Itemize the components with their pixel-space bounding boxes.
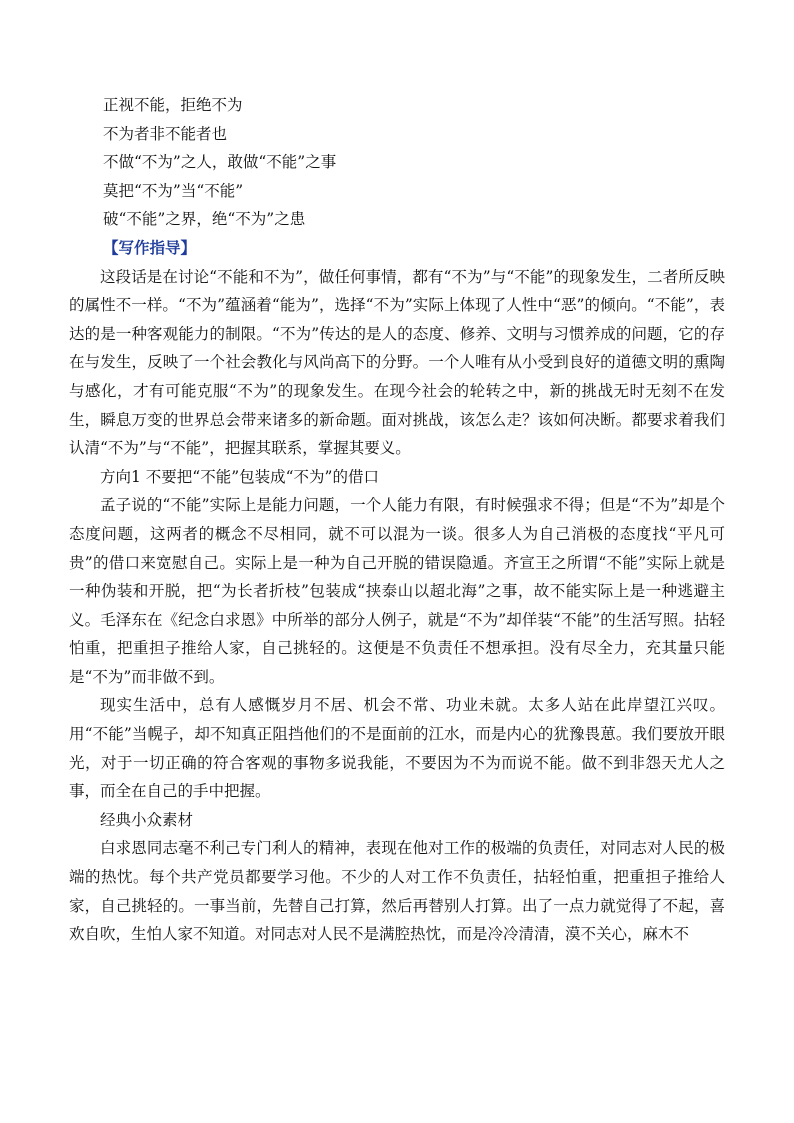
real-life-paragraph: 现实生活中，总有人感慨岁月不居、机会不常、功业未就。太多人站在此岸望江兴叹。用“不能”当幌子，却不知真正阻挡他们的不是面前的江水，而是内心的犹豫畏葸。我们要放开眼光，对于一切正确的符合客观的事物多说我能，不要因为不为而说不能。做不到非怨天尤人之事，而全在自己的手中把握。 <box>69 696 725 801</box>
title-option-3: 不做“不为”之人，敢做“不能”之事 <box>103 153 337 172</box>
material-heading: 经典小众素材 <box>100 810 194 829</box>
guidance-paragraph: 这段话是在讨论“不能和不为”，做任何事情，都有“不为”与“不能”的现象发生，二者所反映的属性不一样。“不为”蕴涵着“能为”，选择“不为”实际上体现了人性中“恶”的倾向。“不能”，表达的是一种客观能力的制限。“不为”传达的是人的态度、修养、文明与习惯养成的问题，它的存在与发生，反映了一个社会教化与风尚高下的分野。一个人唯有从小受到良好的道德文明的熏陶与感化，才有可能克服“不为”的现象发生。在现今社会的轮转之中，新的挑战无时无刻不在发生，瞬息万变的世界总会带来诸多的新命题。面对挑战，该怎么走？该如何决断。都要求着我们认清“不为”与“不能”，把握其联系，掌握其要义。 <box>69 267 725 458</box>
title-option-5: 破“不能”之界，绝“不为”之患 <box>103 210 306 229</box>
mencius-paragraph: 孟子说的“不能”实际上是能力问题，一个人能力有限，有时候强求不得；但是“不为”却是个态度问题，这两者的概念不尽相同，就不可以混为一谈。很多人为自己消极的态度找“平凡可贵”的借口来宽慰自己。实际上是一种为自己开脱的错误隐遁。齐宣王之所谓“不能”实际上就是一种伪装和开脱，把“为长者折枝”包装成“挟泰山以超北海”之事，故不能实际上是一种逃避主义。毛泽东在《纪念白求恩》中所举的部分人例子，就是“不为”却佯装“不能”的生活写照。拈轻怕重，把重担子推给人家，自己挑轻的。这便是不负责任不想承担。没有尽全力，充其量只能是“不为”而非做不到。 <box>69 496 725 686</box>
title-option-4: 莫把“不为”当“不能” <box>103 181 244 200</box>
direction-1-heading: 方向1 不要把“不能”包装成“不为”的借口 <box>100 467 379 486</box>
bethune-paragraph: 白求恩同志毫不利己专门利人的精神，表现在他对工作的极端的负责任，对同志对人民的极端的热忱。每个共产党员都要学习他。不少的人对工作不负责任，拈轻怕重，把重担子推给人家，自己挑轻的。一事当前，先替自己打算，然后再替别人打算。出了一点力就觉得了不起，喜欢自吹，生怕人家不知道。对同志对人民不是满腔热忱，而是冷冷清清，漠不关心，麻木不 <box>69 839 725 944</box>
writing-guidance-heading: 【写作指导】 <box>103 237 197 257</box>
title-option-2: 不为者非不能者也 <box>103 124 228 143</box>
title-option-1: 正视不能，拒绝不为 <box>103 96 243 114</box>
document-body <box>69 91 725 949</box>
